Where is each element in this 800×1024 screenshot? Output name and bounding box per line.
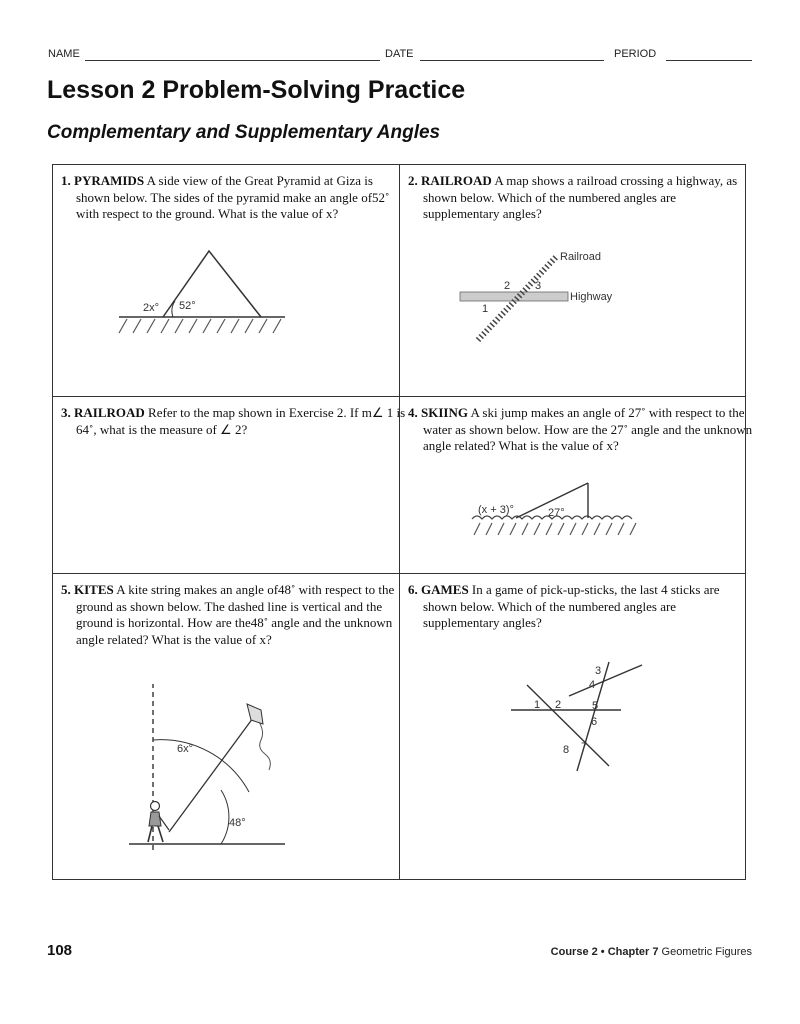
angle-2-label: 2 xyxy=(555,699,562,711)
problem-keyword: KITES xyxy=(74,582,114,597)
kite-figure xyxy=(125,674,345,864)
problem-number: 6. xyxy=(408,582,418,597)
problem-keyword: PYRAMIDS xyxy=(74,173,145,188)
student-info-header xyxy=(48,46,752,64)
angle-1-label: 1 xyxy=(534,699,541,711)
page-number: 108 xyxy=(47,942,73,959)
problem-body: In a game of pick-up-sticks, the last 4 sticks are shown below. Which of the numbered angles are supplementary angles? xyxy=(423,582,720,630)
problem-4-cell xyxy=(400,397,753,574)
footer-course: Course 2 • Chapter 7 xyxy=(550,946,659,958)
problem-number: 4. xyxy=(408,405,418,420)
problem-6-text xyxy=(408,582,753,632)
railroad-label: Railroad xyxy=(560,251,601,263)
problem-body: A kite string makes an angle of48˚ with respect to the ground as shown below. The dashed line is vertical and the ground is horizontal. How are the48˚ angle and the unknown angle related? What is the value of x? xyxy=(76,582,395,647)
pyramid-figure xyxy=(113,245,293,345)
highway-label: Highway xyxy=(570,291,613,303)
angle-8-label: 8 xyxy=(563,744,570,756)
angle-label-2x: 2x° xyxy=(143,302,160,314)
date-blank[interactable] xyxy=(420,60,604,61)
angle-1-label: 1 xyxy=(482,303,489,315)
problem-3-cell xyxy=(53,397,406,574)
period-label: PERIOD xyxy=(614,48,657,60)
angle-3-label: 3 xyxy=(595,665,602,677)
angle-label-6x: 6x° xyxy=(177,743,194,755)
problem-keyword: RAILROAD xyxy=(421,173,492,188)
page-subtitle: Complementary and Supplementary Angles xyxy=(47,122,441,143)
problem-1-text xyxy=(61,173,406,223)
problem-keyword: GAMES xyxy=(421,582,469,597)
pick-up-sticks-figure xyxy=(505,658,665,778)
page-title: Lesson 2 Problem-Solving Practice xyxy=(47,76,466,104)
angle-2-label: 2 xyxy=(504,280,511,292)
problem-body: A ski jump makes an angle of 27˚ with respect to the water as shown below. How are the 27˚ angle and the unknown angle related? What is the value of x? xyxy=(423,405,753,453)
problem-keyword: SKIING xyxy=(421,405,468,420)
problem-grid xyxy=(52,164,753,880)
footer-chapter-title: Geometric Figures xyxy=(661,946,752,958)
name-label: NAME xyxy=(48,48,80,60)
problem-keyword: RAILROAD xyxy=(74,405,145,420)
problem-body: A map shows a railroad crossing a highway, as shown below. Which of the numbered angles are supplementary angles? xyxy=(423,173,738,221)
angle-5-label: 5 xyxy=(592,700,599,712)
problem-5-cell xyxy=(53,574,400,879)
angle-label-x-plus-3: (x + 3)° xyxy=(478,504,514,516)
ski-jump-figure xyxy=(470,469,660,539)
problem-number: 3. xyxy=(61,405,71,420)
date-label: DATE xyxy=(385,48,414,60)
period-blank[interactable] xyxy=(666,60,752,61)
problem-number: 5. xyxy=(61,582,71,597)
problem-2-cell xyxy=(400,165,746,397)
angle-7-label: 7 xyxy=(581,741,588,753)
problem-6-cell xyxy=(400,574,746,879)
problem-body: Refer to the map shown in Exercise 2. If m∠ 1 is 64˚, what is the measure of ∠ 2? xyxy=(76,405,406,437)
angle-label-48: 48° xyxy=(229,817,246,829)
angle-label-52: 52° xyxy=(179,300,196,312)
angle-4-label: 4 xyxy=(589,679,596,691)
problem-number: 1. xyxy=(61,173,71,188)
problem-5-text xyxy=(61,582,406,648)
problem-body: A side view of the Great Pyramid at Giza is shown below. The sides of the pyramid make an angle of52˚ with respect to the ground. What is the value of x? xyxy=(76,173,390,221)
angle-3-label: 3 xyxy=(535,280,542,292)
problem-2-text xyxy=(408,173,753,223)
angle-label-27: 27° xyxy=(548,507,565,519)
name-blank[interactable] xyxy=(85,60,380,61)
problem-number: 2. xyxy=(408,173,418,188)
footer-course-info xyxy=(551,946,752,958)
problem-3-text xyxy=(61,405,406,438)
problem-1-cell xyxy=(53,165,400,397)
problem-4-text xyxy=(408,405,753,455)
railroad-figure xyxy=(458,245,688,345)
angle-6-label: 6 xyxy=(591,716,598,728)
